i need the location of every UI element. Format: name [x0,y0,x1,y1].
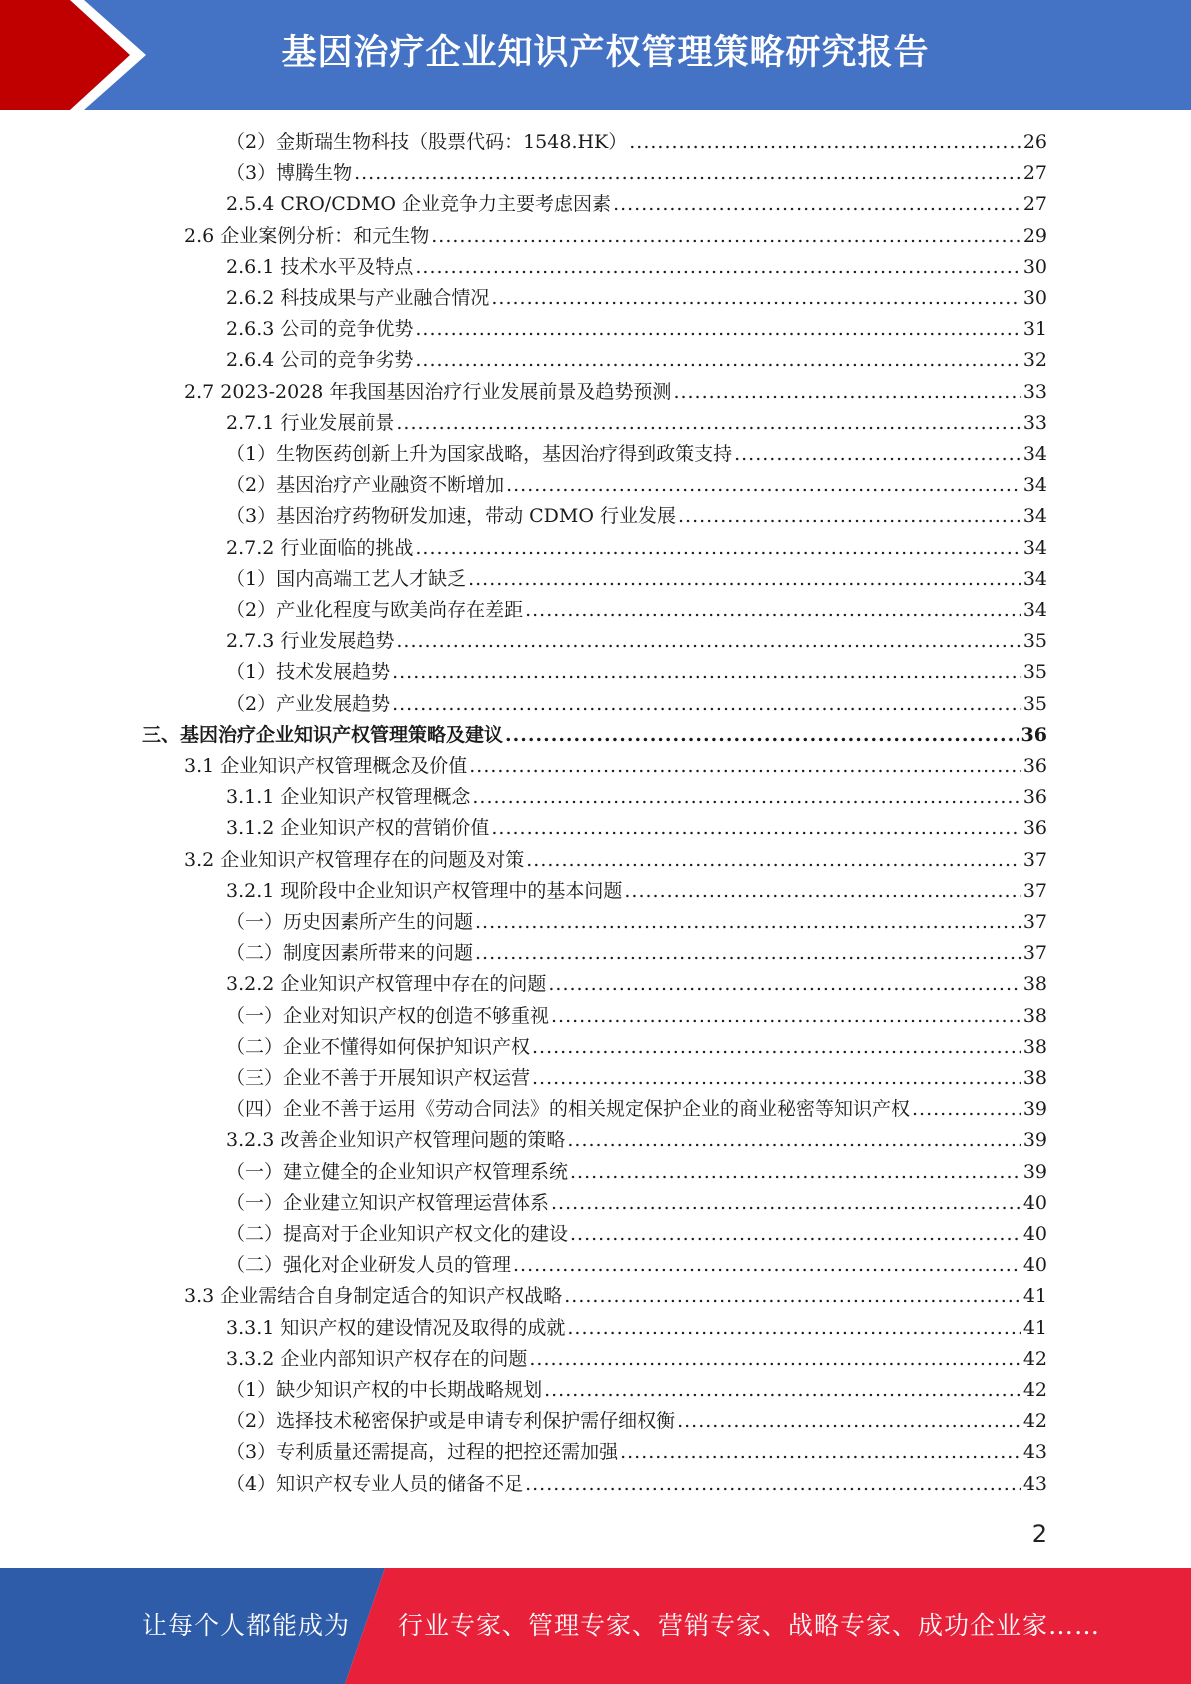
toc-dot-leader [396,626,1020,657]
toc-entry[interactable] [226,1157,1047,1188]
toc-page-number: 34 [1022,474,1047,497]
toc-entry-title: 2.7.1 行业发展前景 [226,411,395,434]
toc-entry[interactable] [226,813,1047,844]
toc-page-number: 34 [1022,505,1047,528]
toc-entry-title: （2）产业发展趋势 [226,692,391,715]
toc-page-number: 38 [1022,1067,1047,1089]
toc-dot-leader [415,252,1020,283]
toc-entry-title: 2.6.2 科技成果与产业融合情况 [226,287,490,309]
page-footer [0,1568,1191,1684]
toc-entry[interactable] [226,1375,1047,1406]
toc-dot-leader [415,533,1020,564]
toc-entry[interactable] [226,1406,1047,1437]
toc-entry[interactable] [142,720,1047,751]
toc-entry[interactable] [226,501,1047,532]
toc-entry[interactable] [226,1344,1047,1375]
toc-dot-leader [548,969,1020,1000]
toc-page-number: 26 [1022,131,1047,153]
toc-entry-title: （2）金斯瑞生物科技（股票代码：1548.HK） [226,131,628,153]
toc-dot-leader [392,689,1021,720]
footer-slogan-left: 让每个人都能成为 [142,1611,351,1640]
toc-dot-leader [505,720,1019,751]
toc-entry[interactable] [226,564,1047,595]
toc-entry[interactable] [226,1313,1047,1344]
toc-page-number: 36 [1022,817,1047,840]
toc-page-number: 35 [1022,692,1047,715]
toc-entry[interactable] [226,127,1047,158]
toc-dot-leader [567,1313,1020,1344]
toc-dot-leader [613,189,1021,220]
toc-entry-title: （一）企业对知识产权的创造不够重视 [226,1004,550,1027]
toc-entry-title: 3.1 企业知识产权管理概念及价值 [184,755,468,777]
toc-entry-title: 2.6.3 公司的竞争优势 [226,318,414,341]
toc-entry-title: （3）基因治疗药物研发加速，带动 CDMO 行业发展 [226,505,676,528]
toc-entry-title: 3.2 企业知识产权管理存在的问题及对策 [184,848,525,871]
toc-page-number: 35 [1022,630,1047,653]
toc-page-number: 40 [1022,1191,1047,1214]
toc-page-number: 30 [1022,255,1047,278]
toc-dot-leader [551,1001,1021,1032]
page-number: 2 [1031,1520,1047,1548]
toc-entry-title: （1）国内高端工艺人才缺乏 [226,567,467,590]
toc-entry-title: 3.2.1 现阶段中企业知识产权管理中的基本问题 [226,879,623,902]
toc-page-number: 34 [1022,536,1047,559]
footer-slogan-right: 行业专家、管理专家、营销专家、战略专家、成功企业家…… [398,1611,1101,1640]
toc-entry-title: （4）知识产权专业人员的储备不足 [226,1472,524,1495]
toc-page-number: 34 [1022,567,1047,590]
toc-dot-leader [472,782,1020,813]
toc-page-number: 27 [1022,193,1047,216]
toc-entry-title: 2.6 企业案例分析：和元生物 [184,224,430,247]
toc-entry-title: （二）企业不懂得如何保护知识产权 [226,1035,531,1058]
toc-dot-leader [491,813,1020,844]
toc-dot-leader [415,314,1020,345]
toc-entry[interactable] [184,377,1047,408]
toc-dot-leader [734,439,1021,470]
toc-entry-title: 2.5.4 CRO/CDMO 企业竞争力主要考虑因素 [226,193,612,216]
toc-dot-leader [677,1406,1021,1437]
toc-dot-leader [513,1250,1021,1281]
toc-entry-title: （一）企业建立知识产权管理运营体系 [226,1191,550,1214]
toc-entry[interactable] [226,782,1047,813]
toc-dot-leader [392,657,1021,688]
toc-dot-leader [570,1219,1021,1250]
toc-entry[interactable] [226,938,1047,969]
toc-dot-leader [525,595,1021,626]
toc-dot-leader [431,221,1021,252]
toc-entry-title: （1）技术发展趋势 [226,661,391,684]
toc-page-number: 36 [1022,786,1047,809]
toc-entry-title: （二）提高对于企业知识产权文化的建设 [226,1223,569,1245]
toc-dot-leader [415,345,1020,376]
toc-entry[interactable] [226,969,1047,1000]
toc-entry-title: 2.7.2 行业面临的挑战 [226,536,414,559]
toc-entry[interactable] [226,345,1047,376]
toc-dot-leader [620,1437,1021,1468]
toc-entry[interactable] [226,408,1047,439]
toc-entry-title: 2.6.1 技术水平及特点 [226,255,414,278]
toc-dot-leader [570,1157,1021,1188]
toc-entry[interactable] [184,751,1047,782]
toc-entry-title: 三、基因治疗企业知识产权管理策略及建议 [142,723,504,746]
toc-page-number: 39 [1022,1098,1047,1121]
toc-dot-leader [469,751,1021,782]
toc-dot-leader [468,564,1021,595]
toc-entry[interactable] [226,1094,1047,1125]
toc-entry[interactable] [226,189,1047,220]
toc-entry-title: 3.2.3 改善企业知识产权管理问题的策略 [226,1129,566,1152]
toc-page-number: 29 [1022,224,1047,247]
toc-entry[interactable] [226,689,1047,720]
toc-page-number: 41 [1022,1285,1047,1308]
toc-dot-leader [551,1188,1021,1219]
toc-page-number: 43 [1022,1441,1047,1464]
toc-page-number: 42 [1022,1379,1047,1401]
toc-entry[interactable] [226,626,1047,657]
toc-entry[interactable] [226,595,1047,626]
toc-page-number: 39 [1022,1129,1047,1152]
toc-page-number: 37 [1022,879,1047,902]
toc-dot-leader [532,1063,1021,1094]
toc-entry[interactable] [226,533,1047,564]
toc-entry[interactable] [226,1032,1047,1063]
toc-entry-title: （1）缺少知识产权的中长期战略规划 [226,1379,543,1401]
toc-page-number: 40 [1022,1223,1047,1245]
toc-entry[interactable] [226,1001,1047,1032]
toc-dot-leader [678,501,1021,532]
toc-dot-leader [544,1375,1021,1406]
toc-entry[interactable] [226,1188,1047,1219]
toc-page-number: 43 [1022,1472,1047,1495]
toc-dot-leader [475,907,1021,938]
toc-page-number: 37 [1022,848,1047,871]
toc-page-number: 31 [1022,318,1047,341]
toc-entry[interactable] [226,1125,1047,1156]
toc-dot-leader [624,876,1020,907]
toc-page-number: 34 [1022,599,1047,621]
toc-entry-title: 3.1.1 企业知识产权管理概念 [226,786,471,809]
toc-dot-leader [354,158,1021,189]
toc-page-number: 33 [1022,380,1047,403]
toc-page-number: 42 [1022,1347,1047,1370]
toc-page-number: 36 [1022,755,1047,777]
toc-entry[interactable] [226,1219,1047,1250]
toc-page-number: 37 [1022,942,1047,965]
toc-dot-leader [475,938,1021,969]
toc-dot-leader [491,283,1020,314]
toc-entry-title: （3）专利质量还需提高，过程的把控还需加强 [226,1441,619,1464]
toc-page-number: 35 [1022,661,1047,684]
page-header [0,0,1191,110]
toc-entry-title: 3.3.2 企业内部知识产权存在的问题 [226,1347,528,1370]
toc-page-number: 38 [1022,1004,1047,1027]
toc-page-number: 33 [1022,411,1047,434]
toc-dot-leader [525,1469,1021,1500]
toc-dot-leader [526,845,1021,876]
toc-dot-leader [567,1125,1020,1156]
toc-dot-leader [912,1094,1021,1125]
toc-entry-title: （2）基因治疗产业融资不断增加 [226,474,505,497]
toc-page-number: 37 [1022,911,1047,933]
toc-page-number: 30 [1022,287,1047,309]
toc-entry-title: （二）制度因素所带来的问题 [226,942,474,965]
toc-entry[interactable] [226,252,1047,283]
toc-entry-title: （二）强化对企业研发人员的管理 [226,1254,512,1277]
toc-page-number: 38 [1022,1035,1047,1058]
toc-page-number: 36 [1020,723,1047,746]
toc-entry[interactable] [226,439,1047,470]
toc-entry[interactable] [226,1469,1047,1500]
toc-dot-leader [396,408,1020,439]
toc-entry-title: （一）历史因素所产生的问题 [226,911,474,933]
toc-entry-title: （1）生物医药创新上升为国家战略，基因治疗得到政策支持 [226,443,733,465]
toc-entry-title: （3）博腾生物 [226,162,353,185]
toc-entry[interactable] [226,470,1047,501]
toc-entry[interactable] [226,876,1047,907]
toc-entry[interactable] [226,158,1047,189]
toc-entry-title: 2.6.4 公司的竞争劣势 [226,349,414,372]
toc-dot-leader [529,1344,1020,1375]
toc-entry[interactable] [226,1063,1047,1094]
toc-entry-title: 3.1.2 企业知识产权的营销价值 [226,817,490,840]
report-title: 基因治疗企业知识产权管理策略研究报告 [281,33,930,73]
toc-entry[interactable] [226,283,1047,314]
toc-entry-title: （2）选择技术秘密保护或是申请专利保护需仔细权衡 [226,1410,676,1433]
toc-page-number: 34 [1022,443,1047,465]
toc-page-number: 40 [1022,1254,1047,1277]
toc-entry-title: 2.7 2023-2028 年我国基因治疗行业发展前景及趋势预测 [184,380,672,403]
toc-dot-leader [506,470,1021,501]
toc-entry[interactable] [226,1437,1047,1468]
toc-entry-title: 2.7.3 行业发展趋势 [226,630,395,653]
toc-entry[interactable] [184,221,1047,252]
toc-page-number: 38 [1022,973,1047,996]
toc-dot-leader [564,1281,1021,1312]
toc-entry-title: （一）建立健全的企业知识产权管理系统 [226,1160,569,1183]
toc-page-number: 32 [1022,349,1047,372]
toc-entry-title: 3.3.1 知识产权的建设情况及取得的成就 [226,1316,566,1339]
toc-entry-title: （三）企业不善于开展知识产权运营 [226,1067,531,1089]
toc-page-number: 27 [1022,162,1047,185]
toc-page-number: 41 [1022,1316,1047,1339]
toc-entry-title: （四）企业不善于运用《劳动合同法》的相关规定保护企业的商业秘密等知识产权 [226,1098,911,1121]
toc-entry[interactable] [226,1250,1047,1281]
toc-page-number: 39 [1022,1160,1047,1183]
toc-entry-title: 3.2.2 企业知识产权管理中存在的问题 [226,973,547,996]
toc-entry-title: 3.3 企业需结合自身制定适合的知识产权战略 [184,1285,563,1308]
toc-entry[interactable] [226,657,1047,688]
toc-entry-title: （2）产业化程度与欧美尚存在差距 [226,599,524,621]
toc-dot-leader [673,377,1020,408]
toc-entry[interactable] [226,907,1047,938]
toc-entry[interactable] [184,1281,1047,1312]
toc-page-number: 42 [1022,1410,1047,1433]
toc-dot-leader [532,1032,1021,1063]
toc-entry[interactable] [184,845,1047,876]
toc-dot-leader [629,127,1021,158]
toc-entry[interactable] [226,314,1047,345]
